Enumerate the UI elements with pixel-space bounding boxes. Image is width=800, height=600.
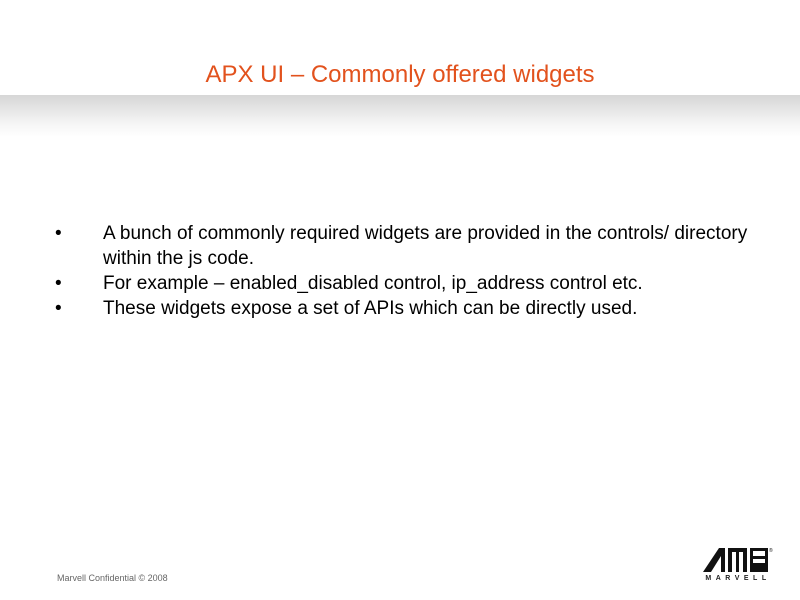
bullet-marker: • (55, 298, 62, 319)
bullet-text: These widgets expose a set of APIs which can be directly used. (103, 298, 638, 319)
footer-confidential: Marvell Confidential © 2008 (57, 573, 168, 583)
bullet-marker: • (55, 223, 62, 244)
bullet-list (55, 221, 755, 321)
bullet-text: A bunch of commonly required widgets are provided in the controls/ directory within the js code. (103, 223, 748, 269)
bullet-marker: • (55, 273, 62, 294)
logo-wordmark: MARVELL (705, 575, 771, 582)
bullet-item (55, 296, 755, 321)
title-band (0, 95, 800, 137)
bullet-text: For example – enabled_disabled control, ip_address control etc. (103, 273, 643, 294)
marvell-logo-icon (703, 546, 773, 574)
bullet-item (55, 221, 755, 271)
marvell-logo (703, 546, 773, 584)
registered-mark: ® (769, 548, 773, 554)
slide-title: APX UI – Commonly offered widgets (205, 61, 595, 88)
bullet-item (55, 271, 755, 296)
